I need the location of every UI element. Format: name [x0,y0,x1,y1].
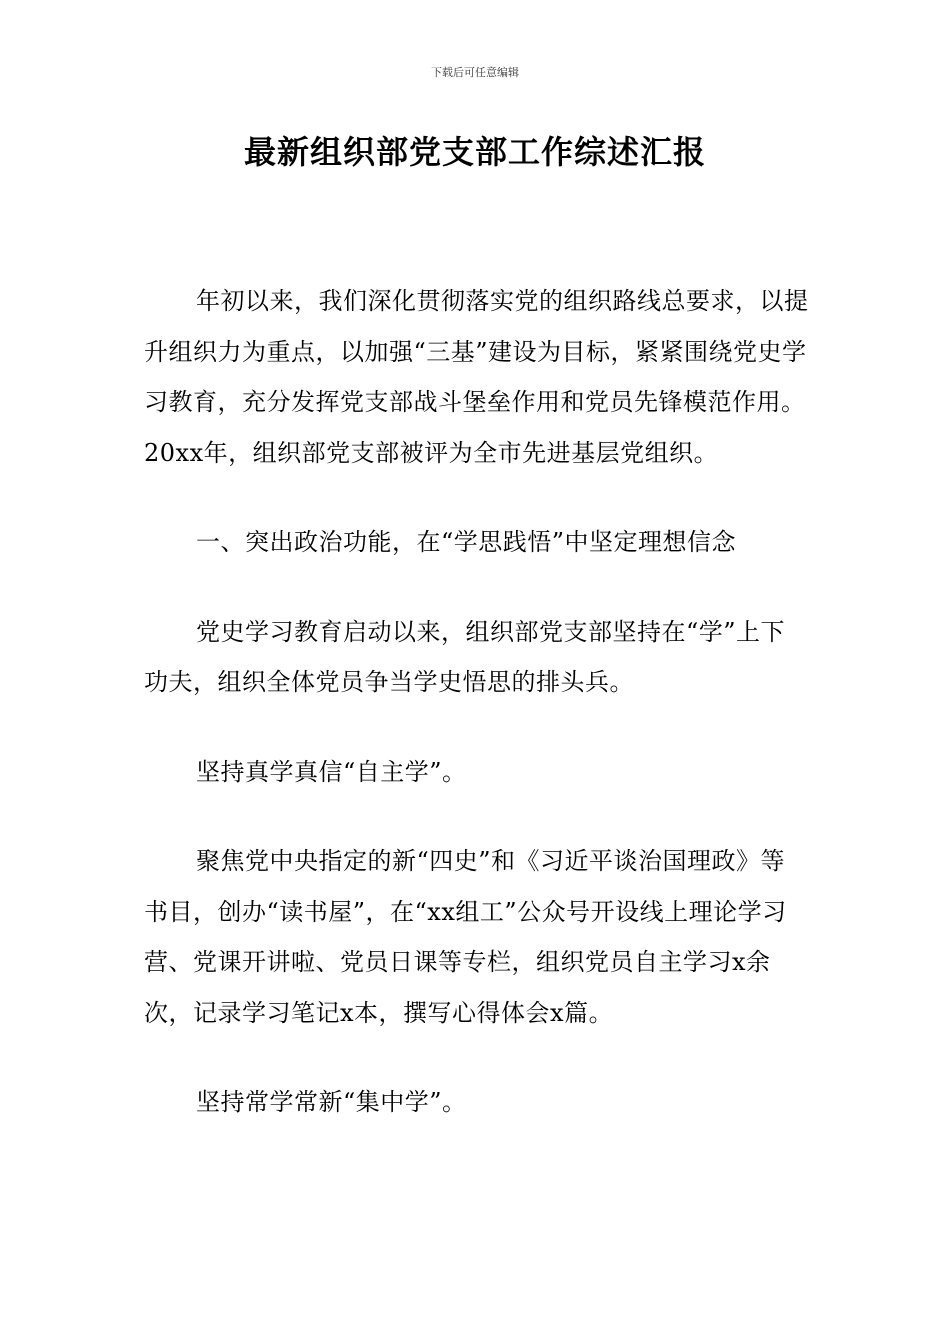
document-body [144,276,809,1128]
section-heading-1: 一、突出政治功能，在“学思践悟”中坚定理想信念 [196,528,737,556]
subheading-group-study: 坚持常学常新“集中学”。 [196,1088,467,1116]
header-note: 下载后可任意编辑 [431,66,519,79]
paragraph-self-study: 聚焦党中央指定的新“四史”和《习近平谈治国理政》等书目，创办“读书屋”，在“xx组工”公众号开设线上理论学习营、党课开讲啦、党员日课等专栏，组织党员自主学习x余次，记录学习笔记x本，撰写心得体会x篇。 [144,847,787,1027]
paragraph-intro: 年初以来，我们深化贯彻落实党的组织路线总要求，以提升组织力为重点，以加强“三基”建设为目标，紧紧围绕党史学习教育，充分发挥党支部战斗堡垒作用和党员先锋模范作用。20xx年，组织部党支部被评为全市先进基层党组织。 [144,287,809,467]
paragraph-study-intro: 党史学习教育启动以来，组织部党支部坚持在“学”上下功夫，组织全体党员争当学史悟思的排头兵。 [144,617,786,696]
document-title: 最新组织部党支部工作综述汇报 [243,133,706,171]
subheading-self-study: 坚持真学真信“自主学”。 [196,757,467,786]
